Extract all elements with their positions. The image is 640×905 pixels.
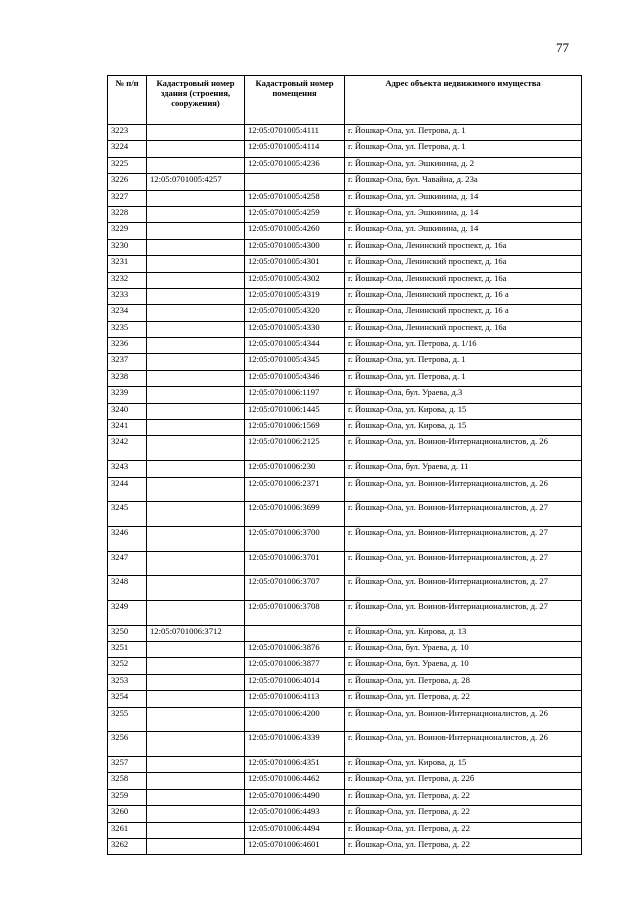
cell-address: г. Йошкар-Ола, ул. Воинов-Интернационалистов, д. 27 [345,600,582,625]
cell-address: г. Йошкар-Ола, ул. Петрова, д. 22 [345,789,582,805]
table-row [108,732,582,757]
cell-premises-cadastral: 12:05:0701006:3700 [245,526,345,551]
cell-premises-cadastral: 12:05:0701005:4346 [245,370,345,386]
cell-building-cadastral [147,321,245,337]
table-row [108,461,582,477]
cell-premises-cadastral [245,625,345,641]
cell-row-number: 3252 [108,658,147,674]
cell-row-number: 3254 [108,691,147,707]
cell-building-cadastral [147,576,245,601]
table-row [108,658,582,674]
cell-address: г. Йошкар-Ола, Ленинский проспект, д. 16 а [345,305,582,321]
table-row [108,600,582,625]
cell-address: г. Йошкар-Ола, ул. Петрова, д. 28 [345,674,582,690]
cell-address: г. Йошкар-Ола, ул. Петрова, д. 1 [345,354,582,370]
cell-premises-cadastral: 12:05:0701005:4258 [245,190,345,206]
cell-building-cadastral [147,551,245,576]
cell-row-number: 3237 [108,354,147,370]
cell-address: г. Йошкар-Ола, ул. Кирова, д. 15 [345,420,582,436]
cell-address: г. Йошкар-Ола, ул. Петрова, д. 1 [345,370,582,386]
cell-building-cadastral [147,239,245,255]
cell-premises-cadastral: 12:05:0701005:4345 [245,354,345,370]
table-body [108,125,582,855]
cell-building-cadastral [147,838,245,854]
cell-premises-cadastral: 12:05:0701005:4302 [245,272,345,288]
cell-premises-cadastral: 12:05:0701006:2125 [245,436,345,461]
table-row [108,420,582,436]
cell-address: г. Йошкар-Ола, ул. Петрова, д. 1/16 [345,338,582,354]
table-row [108,477,582,502]
cell-premises-cadastral: 12:05:0701006:4493 [245,806,345,822]
cell-premises-cadastral: 12:05:0701006:4200 [245,707,345,732]
cell-premises-cadastral: 12:05:0701006:1569 [245,420,345,436]
cell-row-number: 3224 [108,141,147,157]
cell-building-cadastral [147,125,245,141]
cell-address: г. Йошкар-Ола, Ленинский проспект, д. 16а [345,239,582,255]
cell-row-number: 3223 [108,125,147,141]
cell-building-cadastral [147,732,245,757]
table-row [108,125,582,141]
table-row [108,674,582,690]
cell-address: г. Йошкар-Ола, ул. Воинов-Интернационалистов, д. 27 [345,576,582,601]
table-row [108,691,582,707]
cell-row-number: 3255 [108,707,147,732]
cell-building-cadastral [147,305,245,321]
table-row [108,756,582,772]
cell-building-cadastral [147,526,245,551]
cell-address: г. Йошкар-Ола, ул. Петрова, д. 1 [345,125,582,141]
cell-address: г. Йошкар-Ола, ул. Воинов-Интернационалистов, д. 26 [345,732,582,757]
cell-row-number: 3226 [108,174,147,190]
cell-address: г. Йошкар-Ола, ул. Эшкинина, д. 14 [345,206,582,222]
cell-row-number: 3245 [108,502,147,527]
cell-premises-cadastral: 12:05:0701005:4319 [245,288,345,304]
cell-premises-cadastral: 12:05:0701006:3708 [245,600,345,625]
cell-premises-cadastral: 12:05:0701006:230 [245,461,345,477]
table-row [108,387,582,403]
cell-premises-cadastral: 12:05:0701006:3699 [245,502,345,527]
cell-premises-cadastral: 12:05:0701005:4301 [245,256,345,272]
cell-row-number: 3236 [108,338,147,354]
table-row [108,822,582,838]
cell-building-cadastral: 12:05:0701005:4257 [147,174,245,190]
cell-address: г. Йошкар-Ола, ул. Воинов-Интернационалистов, д. 26 [345,707,582,732]
cell-address: г. Йошкар-Ола, ул. Петрова, д. 22 [345,806,582,822]
cell-row-number: 3227 [108,190,147,206]
cell-row-number: 3241 [108,420,147,436]
cell-row-number: 3234 [108,305,147,321]
table-row [108,576,582,601]
cell-building-cadastral [147,387,245,403]
cell-address: г. Йошкар-Ола, ул. Кирова, д. 15 [345,403,582,419]
page-number: 77 [556,40,569,55]
cell-premises-cadastral: 12:05:0701006:3876 [245,642,345,658]
cell-premises-cadastral: 12:05:0701006:4490 [245,789,345,805]
cell-row-number: 3232 [108,272,147,288]
cell-building-cadastral [147,691,245,707]
cell-row-number: 3253 [108,674,147,690]
table-row [108,789,582,805]
cell-building-cadastral [147,338,245,354]
cell-building-cadastral [147,822,245,838]
cell-address: г. Йошкар-Ола, ул. Петрова, д. 22 [345,822,582,838]
cell-address: г. Йошкар-Ола, Ленинский проспект, д. 16 а [345,288,582,304]
cell-building-cadastral: 12:05:0701006:3712 [147,625,245,641]
cell-premises-cadastral: 12:05:0701005:4344 [245,338,345,354]
cell-address: г. Йошкар-Ола, ул. Петрова, д. 22б [345,773,582,789]
table-row [108,436,582,461]
cell-address: г. Йошкар-Ола, ул. Воинов-Интернационалистов, д. 26 [345,436,582,461]
cell-address: г. Йошкар-Ола, ул. Эшкинина, д. 2 [345,157,582,173]
cell-building-cadastral [147,806,245,822]
table-row [108,354,582,370]
cell-building-cadastral [147,256,245,272]
table-row [108,272,582,288]
cell-premises-cadastral: 12:05:0701005:4236 [245,157,345,173]
cell-address: г. Йошкар-Ола, Ленинский проспект, д. 16а [345,256,582,272]
cell-building-cadastral [147,674,245,690]
table-row [108,773,582,789]
cell-building-cadastral [147,141,245,157]
cell-premises-cadastral: 12:05:0701006:4351 [245,756,345,772]
cell-row-number: 3230 [108,239,147,255]
cell-building-cadastral [147,436,245,461]
cell-premises-cadastral: 12:05:0701006:4601 [245,838,345,854]
table-row [108,321,582,337]
table-row [108,223,582,239]
cell-address: г. Йошкар-Ола, ул. Петрова, д. 22 [345,838,582,854]
cell-address: г. Йошкар-Ола, ул. Эшкинина, д. 14 [345,190,582,206]
cell-row-number: 3248 [108,576,147,601]
cell-address: г. Йошкар-Ола, бул. Чавайна, д. 23а [345,174,582,190]
cell-row-number: 3235 [108,321,147,337]
table-row [108,288,582,304]
table-row [108,174,582,190]
cell-address: г. Йошкар-Ола, бул. Ураева, д.3 [345,387,582,403]
cell-building-cadastral [147,354,245,370]
cell-row-number: 3262 [108,838,147,854]
cell-premises-cadastral: 12:05:0701006:4339 [245,732,345,757]
cell-building-cadastral [147,272,245,288]
table-header-row [108,76,582,125]
cell-address: г. Йошкар-Ола, бул. Ураева, д. 10 [345,658,582,674]
cell-address: г. Йошкар-Ола, ул. Воинов-Интернационалистов, д. 27 [345,502,582,527]
cell-address: г. Йошкар-Ола, бул. Ураева, д. 11 [345,461,582,477]
cell-row-number: 3228 [108,206,147,222]
cell-building-cadastral [147,707,245,732]
table-row [108,370,582,386]
cell-address: г. Йошкар-Ола, ул. Воинов-Интернационалистов, д. 27 [345,551,582,576]
table-row [108,403,582,419]
cell-address: г. Йошкар-Ола, ул. Воинов-Интернационалистов, д. 27 [345,526,582,551]
table-row [108,256,582,272]
cell-building-cadastral [147,658,245,674]
cell-building-cadastral [147,403,245,419]
cell-premises-cadastral: 12:05:0701005:4300 [245,239,345,255]
cell-premises-cadastral: 12:05:0701005:4114 [245,141,345,157]
cell-row-number: 3243 [108,461,147,477]
cell-building-cadastral [147,190,245,206]
cell-premises-cadastral: 12:05:0701006:3701 [245,551,345,576]
cell-address: г. Йошкар-Ола, Ленинский проспект, д. 16а [345,321,582,337]
cell-premises-cadastral: 12:05:0701006:4113 [245,691,345,707]
table-row [108,338,582,354]
table-row [108,502,582,527]
header-row-number: № п/п [108,76,147,125]
table-row [108,305,582,321]
cell-building-cadastral [147,502,245,527]
cell-building-cadastral [147,461,245,477]
table-row [108,642,582,658]
table-row [108,190,582,206]
cell-row-number: 3259 [108,789,147,805]
cell-row-number: 3246 [108,526,147,551]
cell-premises-cadastral: 12:05:0701006:1197 [245,387,345,403]
cell-row-number: 3250 [108,625,147,641]
table-row [108,141,582,157]
cell-building-cadastral [147,773,245,789]
cell-premises-cadastral: 12:05:0701006:4494 [245,822,345,838]
cell-row-number: 3260 [108,806,147,822]
cell-address: г. Йошкар-Ола, ул. Эшкинина, д. 14 [345,223,582,239]
table-row [108,707,582,732]
cell-building-cadastral [147,789,245,805]
cell-premises-cadastral: 12:05:0701005:4330 [245,321,345,337]
cell-row-number: 3249 [108,600,147,625]
cell-address: г. Йошкар-Ола, бул. Ураева, д. 10 [345,642,582,658]
cell-address: г. Йошкар-Ола, Ленинский проспект, д. 16а [345,272,582,288]
cell-row-number: 3242 [108,436,147,461]
table-row [108,551,582,576]
cell-building-cadastral [147,157,245,173]
cell-row-number: 3238 [108,370,147,386]
table-row [108,239,582,255]
header-building-cadastral: Кадастровый номер здания (строения, сооружения) [147,76,245,125]
table-row [108,806,582,822]
cell-building-cadastral [147,477,245,502]
cell-building-cadastral [147,223,245,239]
cell-address: г. Йошкар-Ола, ул. Кирова, д. 13 [345,625,582,641]
cell-row-number: 3233 [108,288,147,304]
table-row [108,838,582,854]
cell-row-number: 3231 [108,256,147,272]
cell-row-number: 3244 [108,477,147,502]
cell-row-number: 3258 [108,773,147,789]
cell-premises-cadastral: 12:05:0701006:3707 [245,576,345,601]
cell-building-cadastral [147,370,245,386]
cell-premises-cadastral: 12:05:0701005:4111 [245,125,345,141]
cell-row-number: 3257 [108,756,147,772]
cell-address: г. Йошкар-Ола, ул. Петрова, д. 22 [345,691,582,707]
cell-premises-cadastral: 12:05:0701006:3877 [245,658,345,674]
cell-premises-cadastral: 12:05:0701005:4260 [245,223,345,239]
cell-row-number: 3229 [108,223,147,239]
cell-building-cadastral [147,600,245,625]
cell-premises-cadastral [245,174,345,190]
header-premises-cadastral: Кадастровый номер помещения [245,76,345,125]
table-row [108,206,582,222]
cell-building-cadastral [147,420,245,436]
property-registry-table [107,75,582,855]
cell-row-number: 3251 [108,642,147,658]
header-address: Адрес объекта недвижимого имущества [345,76,582,125]
table-row [108,157,582,173]
cell-row-number: 3225 [108,157,147,173]
cell-address: г. Йошкар-Ола, ул. Петрова, д. 1 [345,141,582,157]
cell-row-number: 3247 [108,551,147,576]
cell-premises-cadastral: 12:05:0701005:4320 [245,305,345,321]
cell-address: г. Йошкар-Ола, ул. Воинов-Интернационалистов, д. 26 [345,477,582,502]
cell-row-number: 3256 [108,732,147,757]
cell-premises-cadastral: 12:05:0701006:1445 [245,403,345,419]
cell-row-number: 3239 [108,387,147,403]
cell-building-cadastral [147,756,245,772]
cell-row-number: 3240 [108,403,147,419]
cell-premises-cadastral: 12:05:0701006:4014 [245,674,345,690]
cell-address: г. Йошкар-Ола, ул. Кирова, д. 15 [345,756,582,772]
cell-premises-cadastral: 12:05:0701005:4259 [245,206,345,222]
table-row [108,526,582,551]
cell-building-cadastral [147,288,245,304]
cell-building-cadastral [147,642,245,658]
cell-row-number: 3261 [108,822,147,838]
table-row [108,625,582,641]
cell-premises-cadastral: 12:05:0701006:2371 [245,477,345,502]
cell-premises-cadastral: 12:05:0701006:4462 [245,773,345,789]
cell-building-cadastral [147,206,245,222]
